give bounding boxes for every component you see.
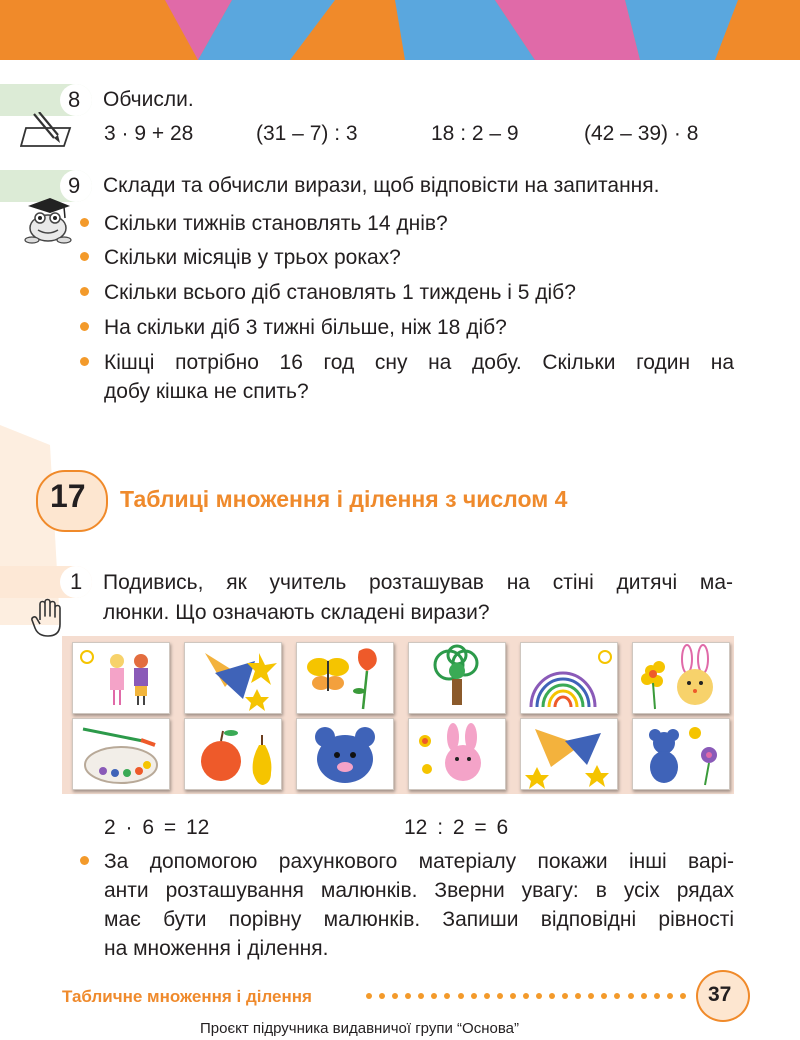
expression-1: 3 · 9 + 28 (104, 122, 194, 145)
bullet (80, 856, 89, 865)
task-9-question-2: Скільки місяців у трьох роках? (104, 246, 401, 269)
bullet (80, 357, 89, 366)
multiplication-equation: 2 · 6 = 12 (104, 816, 210, 839)
drawing-tree (408, 642, 506, 714)
task-1-bullet-line-3: має бути порівну малюнків. Запиши відповідні рівності (104, 908, 734, 931)
drawing-butterfly-flower (296, 642, 394, 714)
drawing-teddy-flower (632, 718, 730, 790)
page-number: 37 (708, 983, 732, 1006)
frog-graduate-icon (20, 196, 74, 244)
top-decorative-band (0, 0, 800, 60)
drawing-pink-bunny (408, 718, 506, 790)
drawing-rocket-stars (520, 718, 618, 790)
task-8-number: 8 (68, 87, 81, 112)
task-9-number: 9 (68, 173, 81, 198)
drawing-children (72, 642, 170, 714)
bullet (80, 322, 89, 331)
drawing-bear-face (296, 718, 394, 790)
task-1-text-line-1: Подивись, як учитель розташував на стіні дитячі ма- (103, 571, 733, 594)
publisher-credit: Проєкт підручника видавничої групи “Основа” (200, 1020, 519, 1037)
expression-4: (42 – 39) · 8 (584, 122, 699, 145)
task-1-bullet-line-1: За допомогою рахункового матеріалу покажи інші варі- (104, 850, 734, 873)
bullet (80, 252, 89, 261)
task-1-number: 1 (70, 569, 83, 594)
division-equation: 12 : 2 = 6 (404, 816, 509, 839)
expression-3: 18 : 2 – 9 (431, 122, 519, 145)
task-9-question-1: Скільки тижнів становлять 14 днів? (104, 212, 448, 235)
task-9-question-3: Скільки всього діб становлять 1 тиждень і 5 діб? (104, 281, 576, 304)
expression-2: (31 – 7) : 3 (256, 122, 358, 145)
task-9-title: Склади та обчисли вирази, щоб відповісти на запитання. (103, 174, 660, 197)
drawing-bunny-flower (632, 642, 730, 714)
task-9-question-4: На скільки діб 3 тижні більше, ніж 18 діб? (104, 316, 507, 339)
bullet (80, 287, 89, 296)
hand-pointer-icon (30, 598, 64, 638)
pencil-notebook-icon (20, 112, 72, 150)
lesson-number: 17 (50, 478, 86, 514)
bullet (80, 218, 89, 227)
drawing-rocket (184, 642, 282, 714)
footer-section-title: Табличне множення і ділення (62, 987, 312, 1006)
task-9-question-5-line-1: Кішці потрібно 16 год сну на добу. Скільки годин на (104, 351, 734, 374)
drawing-apple-pear (184, 718, 282, 790)
task-1-bullet-line-4: на множення і ділення. (104, 937, 329, 960)
task-1-bullet-line-2: анти розташування малюнків. Зверни увагу: в усіх рядах (104, 879, 734, 902)
drawing-palette (72, 718, 170, 790)
task-9-question-5-line-2: добу кішка не спить? (104, 380, 309, 403)
task-8-title: Обчисли. (103, 88, 194, 111)
lesson-title: Таблиці множення і ділення з числом 4 (120, 486, 568, 512)
footer-dotted-leader (366, 993, 686, 1001)
task-1-text-line-2: люнки. Що означають складені вирази? (103, 601, 490, 624)
drawing-rainbow (520, 642, 618, 714)
